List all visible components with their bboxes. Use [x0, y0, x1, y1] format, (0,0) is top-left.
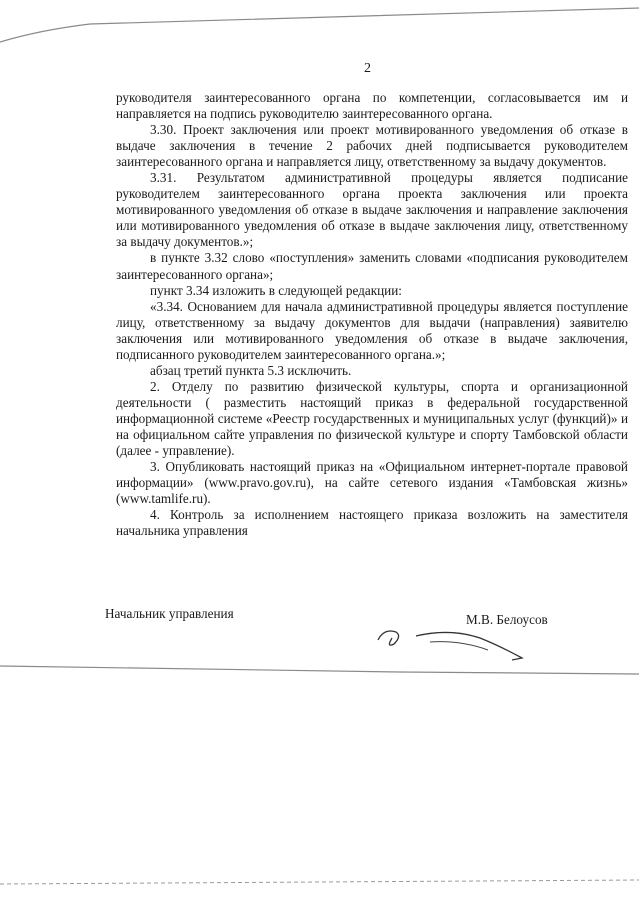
paragraph: пункт 3.34 изложить в следующей редакции:	[150, 282, 402, 298]
paragraph: в пункте 3.32 слово «поступления» заменить словами «подписания руководителем заинтересованного органа»;	[116, 250, 628, 282]
scan-artifact-edge	[0, 870, 639, 900]
paragraph: 4. Контроль за исполнением настоящего приказа возложить на заместителя начальника управления	[116, 507, 628, 539]
paragraph: 3. Опубликовать настоящий приказ на «Официальном интернет-портале правовой информации» (www.pravo.gov.ru), на сайте сетевого издания «Тамбовская жизнь» (www.tamlife.ru).	[116, 459, 628, 507]
scan-artifact-bottom	[0, 660, 639, 680]
document-body	[116, 90, 628, 539]
paragraph: «3.34. Основанием для начала административной процедуры является поступление лицу, ответственному за выдачу документов для выдачи (направления) заявителю заключения или мотивированного уведомления об отказе в выдаче заключения, подписанного руководителем заинтересованного органа.»;	[116, 298, 628, 362]
scan-artifact-top	[0, 0, 639, 60]
paragraph: 3.30. Проект заключения или проект мотивированного уведомления об отказе в выдаче заключения в течение 2 рабочих дней подписывается руководителем заинтересованного органа и направляется лицу, ответственному за выдачу документов.	[116, 122, 628, 170]
paragraph: 3.31. Результатом административной процедуры является подписание руководителем заинтересованного органа проекта заключения или проекта мотивированного уведомления об отказе в выдаче заключения и направление заключения или мотивированного уведомления об отказе в выдаче заключения лицу, ответственному за выдачу документов.»;	[116, 170, 628, 250]
paragraph: руководителя заинтересованного органа по компетенции, согласовывается им и направляется на подпись руководителю заинтересованного органа.	[116, 90, 628, 122]
paragraph: 2. Отделу по развитию физической культуры, спорта и организационной деятельности ( разместить настоящий приказ в федеральной государственной информационной системе «Реестр государственных и муниципальных услуг (функций)» и на официальном сайте управления по физической культуре и спорту Тамбовской области (далее - управление).	[116, 378, 628, 459]
signatory-name: М.В. Белоусов	[466, 612, 548, 627]
signatory-title: Начальник управления	[105, 606, 234, 621]
page-number: 2	[364, 61, 371, 76]
paragraph: абзац третий пункта 5.3 исключить.	[150, 362, 352, 378]
